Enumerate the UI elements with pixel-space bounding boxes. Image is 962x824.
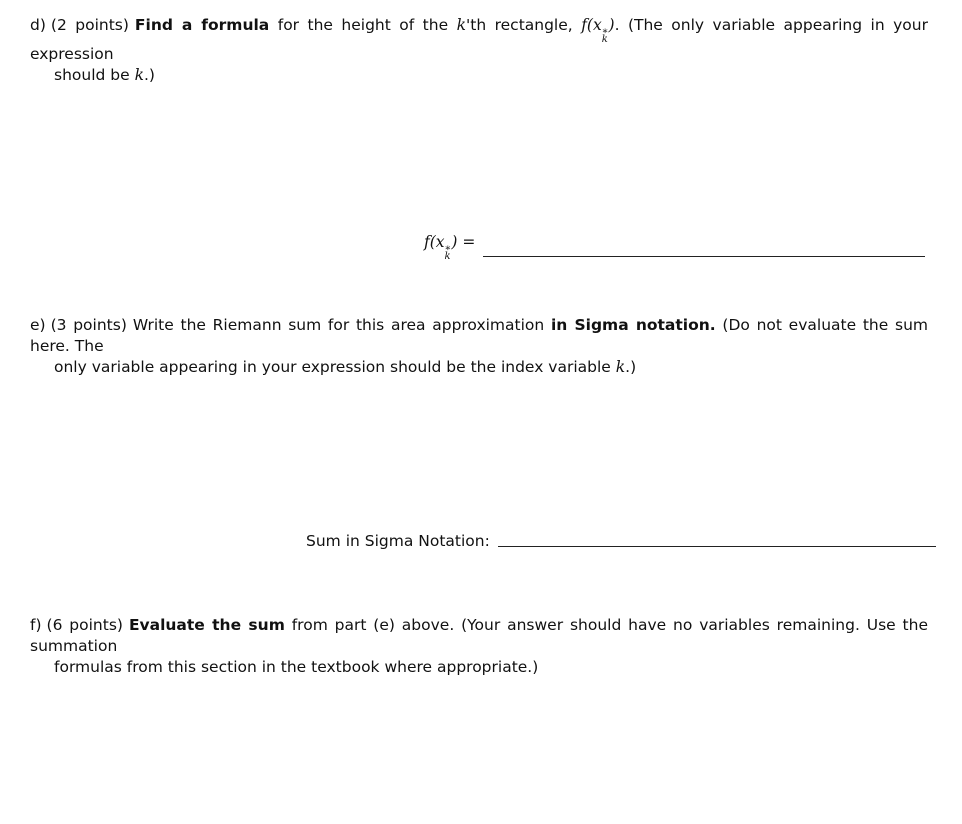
answer-e-row bbox=[306, 531, 936, 551]
problem-d-k-var-2: k bbox=[134, 66, 144, 84]
problem-e-text2: (Do not evaluate the sum here. The bbox=[30, 316, 928, 355]
problem-f-label: f) bbox=[30, 616, 42, 634]
problem-f-bold: Evaluate the sum bbox=[128, 616, 285, 634]
problem-e-label: e) bbox=[30, 316, 46, 334]
problem-d-text5: .) bbox=[144, 66, 155, 84]
problem-f bbox=[30, 615, 928, 678]
answer-d-row bbox=[424, 232, 925, 261]
problem-d-line1 bbox=[30, 15, 928, 65]
problem-e-k-var: k bbox=[615, 358, 626, 376]
problem-e bbox=[30, 315, 928, 378]
problem-e-points: (3 points) bbox=[50, 316, 127, 334]
answer-d-line[interactable] bbox=[483, 255, 925, 257]
problem-f-line2 bbox=[30, 657, 928, 678]
problem-d bbox=[30, 15, 928, 86]
problem-f-line1 bbox=[30, 615, 928, 657]
problem-e-text4: .) bbox=[625, 358, 637, 376]
problem-d-line2 bbox=[30, 65, 928, 86]
problem-d-formula: f(x ∗ k ) bbox=[581, 16, 615, 45]
problem-e-line1 bbox=[30, 315, 928, 357]
problem-d-k-var: k bbox=[456, 16, 466, 34]
answer-e-line[interactable] bbox=[498, 545, 936, 547]
problem-d-text1: for the height of the bbox=[277, 16, 449, 34]
problem-d-text2: 'th rectangle, bbox=[465, 16, 573, 34]
problem-d-text4: should be bbox=[54, 66, 130, 84]
problem-d-text3: . (The only variable appearing in your expression bbox=[30, 16, 928, 63]
problem-d-points: (2 points) bbox=[50, 16, 129, 34]
problem-f-points: (6 points) bbox=[46, 616, 123, 634]
problem-f-text2: formulas from this section in the textbook where appropriate.) bbox=[54, 658, 539, 676]
problem-f-text1: from part (e) above. (Your answer should have no variables remaining. Use the summation bbox=[30, 616, 928, 655]
problem-e-bold: in Sigma notation. bbox=[550, 316, 716, 334]
answer-d-label: f(x ∗ k ) = bbox=[424, 233, 476, 262]
problem-d-bold: Find a formula bbox=[134, 16, 270, 34]
problem-e-line2 bbox=[30, 357, 928, 378]
answer-e-label: Sum in Sigma Notation: bbox=[306, 532, 490, 550]
problem-e-text3: only variable appearing in your expression should be the index variable bbox=[54, 358, 611, 376]
problem-d-label: d) bbox=[30, 16, 46, 34]
problem-e-text1: Write the Riemann sum for this area approximation bbox=[132, 316, 545, 334]
